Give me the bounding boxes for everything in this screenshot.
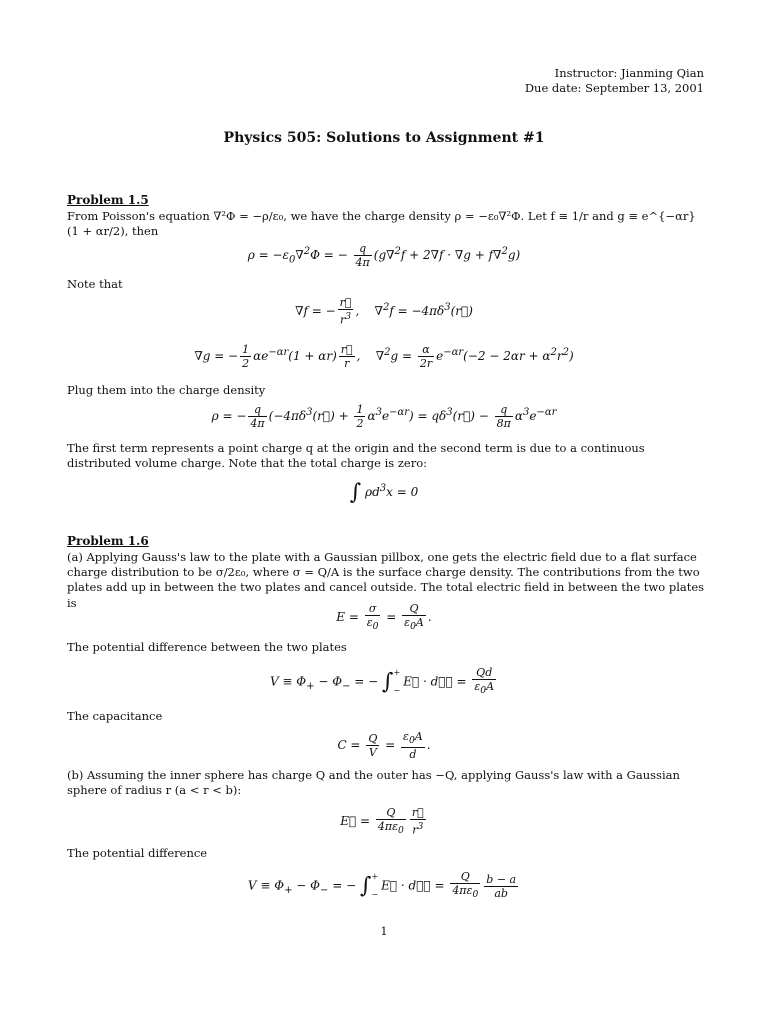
page-header [525,66,704,96]
equation-grad-g: ∇g = − $\frac{1}{2}$ $\alpha e^{-\alpha r}(1 + \alpha r)$ $\frac{r⃗}{r}$ , ∇$^2$g = $\frac{\alpha}{2r}$ $e^{-\alpha r}(-2 - 2\alpha r + \alpha^2r^2)$ [194,343,574,370]
potential-diff-text: The potential difference [67,846,208,860]
note-text: Note that [67,277,123,291]
part-a-text: (a) Applying Gauss's law to the plate with a Gaussian pillbox, one gets the electric field due to a flat surface charge distribution to be σ/2ε₀, where σ = Q/A is the surface charge density. The contributions from the two plates add up in between the two plates and cancel outside. The total electric field in between the two plates is [67,550,705,610]
equation-C-plates: C = $\frac{Q}{V}$ = $\frac{\varepsilon_0A}{d}$ . [337,730,431,762]
interpretation-text: The first term represents a point charge q at the origin and the second term is due to a continuous distributed volume charge. Note that the total charge is zero: [67,441,645,471]
instructor-line: Instructor: Jianming Qian [554,66,704,80]
part-b-text: (b) Assuming the inner sphere has charge Q and the outer has −Q, applying Gauss's law with a Gaussian sphere of radius r (a < r < b): [67,768,680,798]
due-date-line: Due date: September 13, 2001 [524,81,704,95]
problem-1-6-heading: Problem 1.6 [67,534,149,548]
equation-total-charge: ∫ $\rho d^3x = 0$ [349,480,419,505]
problem-1-5-heading: Problem 1.5 [67,193,149,207]
page-title: Physics 505: Solutions to Assignment #1 [223,130,545,146]
equation-V-sphere: $V \equiv \Phi_+ - \Phi_-$ = − ∫ + − E⃗ · dℓ⃗ = $\frac{Q}{4\pi\varepsilon_0}$ $\frac{b - a}{ab}$ [247,870,517,901]
equation-E-plates: E = $\frac{\sigma}{\varepsilon_0}$ = $\frac{Q}{\varepsilon_0A}$ . [336,602,432,633]
problem-1-5-intro: From Poisson's equation ∇²Φ = −ρ/ε₀, we have the charge density ρ = −ε₀∇²Φ. Let f ≡ 1/r and g ≡ e^{−αr}(1 + αr/2), then [67,209,696,239]
equation-E-sphere: E⃗ = $\frac{Q}{4\pi\varepsilon_0}$ $\frac{r⃗}{r^3}$ [340,806,424,837]
equation-density: ρ = − $\frac{q}{4\pi}$ ($-4\pi\delta^3(r⃗)$ + $\frac{1}{2}$ $\alpha^3e^{-\alpha r}$) = $q\delta^3(r⃗)$ − $\frac{q}{8\pi}$ $\alpha^3e^{-\alpha r}$ [211,403,557,430]
equation-V-plates: $V \equiv \Phi_+ - \Phi_-$ = − ∫ + − E⃗ · dℓ⃗ = $\frac{Qd}{\varepsilon_0A}$ [269,666,495,697]
equation-grad-f: ∇f = − $\frac{r⃗}{r^3}$ , $\nabla^2f = -4\pi\delta^3(r⃗)$ [295,296,473,327]
equation-rho: $\rho = -\varepsilon_0\nabla^2\Phi$ = − $\frac{q}{4\pi}$ (g∇$^2$f + 2∇f · ∇g + f∇$^2$g) [247,242,521,269]
capacitance-text: The capacitance [67,709,163,723]
potential-text: The potential difference between the two plates [67,640,347,654]
plug-text: Plug them into the charge density [67,383,266,397]
page-number: 1 [380,925,388,938]
